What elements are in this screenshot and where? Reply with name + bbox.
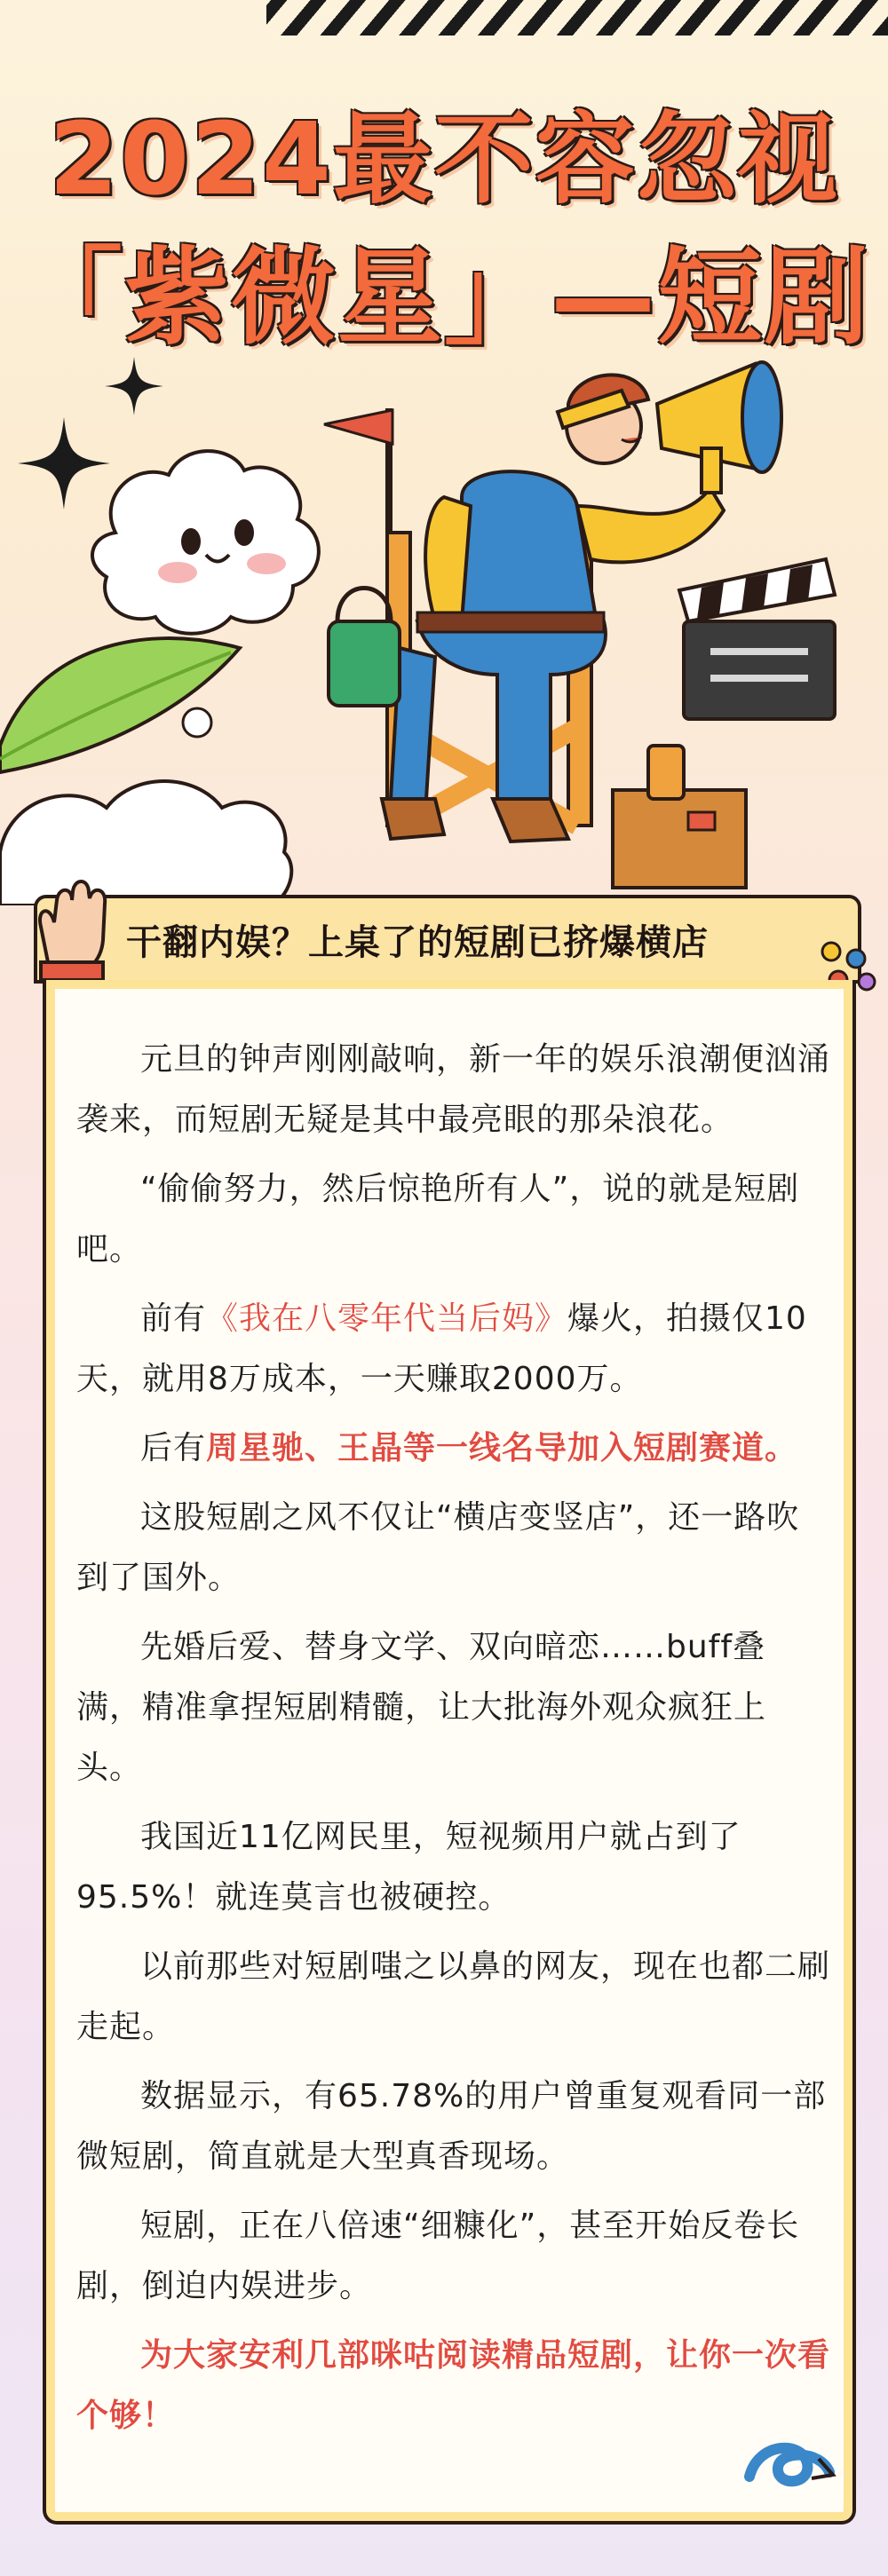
highlighted-text: 《我在八零年代当后妈》 — [206, 1300, 568, 1337]
megaphone-icon — [657, 362, 781, 493]
cloud-face-icon — [92, 451, 319, 634]
hero-illustration — [0, 355, 888, 905]
article-paragraph — [76, 1289, 831, 1410]
article-paragraph — [76, 1807, 831, 1928]
article-paragraph — [76, 1617, 831, 1798]
headline-line-1: 2024最不容忽视 — [49, 102, 839, 217]
article-paragraph — [76, 1030, 831, 1150]
section-title-band — [34, 895, 861, 984]
paragraph-text: 爆火，拍摄仅10天，就用8万成本，一天赚取2000万。 — [76, 1300, 807, 1397]
leaf-icon — [0, 638, 240, 772]
article-paragraph — [76, 2326, 831, 2446]
hand-icon — [23, 873, 121, 980]
decorative-stripes — [266, 0, 888, 36]
article-body — [76, 1030, 831, 2455]
paragraph-text: 数据显示，有65.78%的用户曾重复观看同一部微短剧，简直就是大型真香现场。 — [76, 2078, 827, 2175]
highlighted-text: 为大家安利几部咪咕阅读精品短剧，让你一次看个够！ — [76, 2337, 831, 2434]
paragraph-text: 我国近11亿网民里，短视频用户就占到了95.5%！就连莫言也被硬控。 — [76, 1819, 741, 1916]
swirl-arrow-icon — [741, 2423, 838, 2503]
paragraph-text: 前有 — [140, 1300, 207, 1337]
article-paragraph — [76, 2066, 831, 2187]
article-paragraph — [76, 1937, 831, 2058]
paragraph-text: 元旦的钟声刚刚敲响，新一年的娱乐浪潮便汹涌袭来，而短剧无疑是其中最亮眼的那朵浪花。 — [76, 1041, 831, 1138]
article-paragraph — [76, 1488, 831, 1608]
article-paragraph — [76, 1418, 831, 1479]
article-card — [43, 980, 856, 2525]
paragraph-text: 以前那些对短剧嗤之以鼻的网友，现在也都二刷走起。 — [76, 1948, 831, 2045]
article-paragraph — [76, 1159, 831, 1280]
clapperboard-icon — [679, 559, 835, 719]
headline-line-2: 「紫微星」—短剧 — [17, 236, 870, 359]
highlighted-text: 周星驰、王晶等一线名导加入短剧赛道。 — [206, 1430, 798, 1466]
section-title: 干翻内娱？上桌了的短剧已挤爆横店 — [126, 921, 709, 963]
article-paragraph — [76, 2196, 831, 2317]
paragraph-text: 后有 — [140, 1430, 207, 1466]
paragraph-text: 这股短剧之风不仅让“横店变竖店”，还一路吹到了国外。 — [76, 1499, 800, 1596]
paragraph-text: 短剧，正在八倍速“细糠化”，甚至开始反卷长剧，倒迫内娱进步。 — [76, 2208, 800, 2304]
paragraph-text: “偷偷努力，然后惊艳所有人”，说的就是短剧吧。 — [76, 1171, 800, 1268]
paragraph-text: 先婚后爱、替身文学、双向暗恋……buff叠满，精准拿捏短剧精髓，让大批海外观众疯狂上头。 — [76, 1629, 767, 1786]
